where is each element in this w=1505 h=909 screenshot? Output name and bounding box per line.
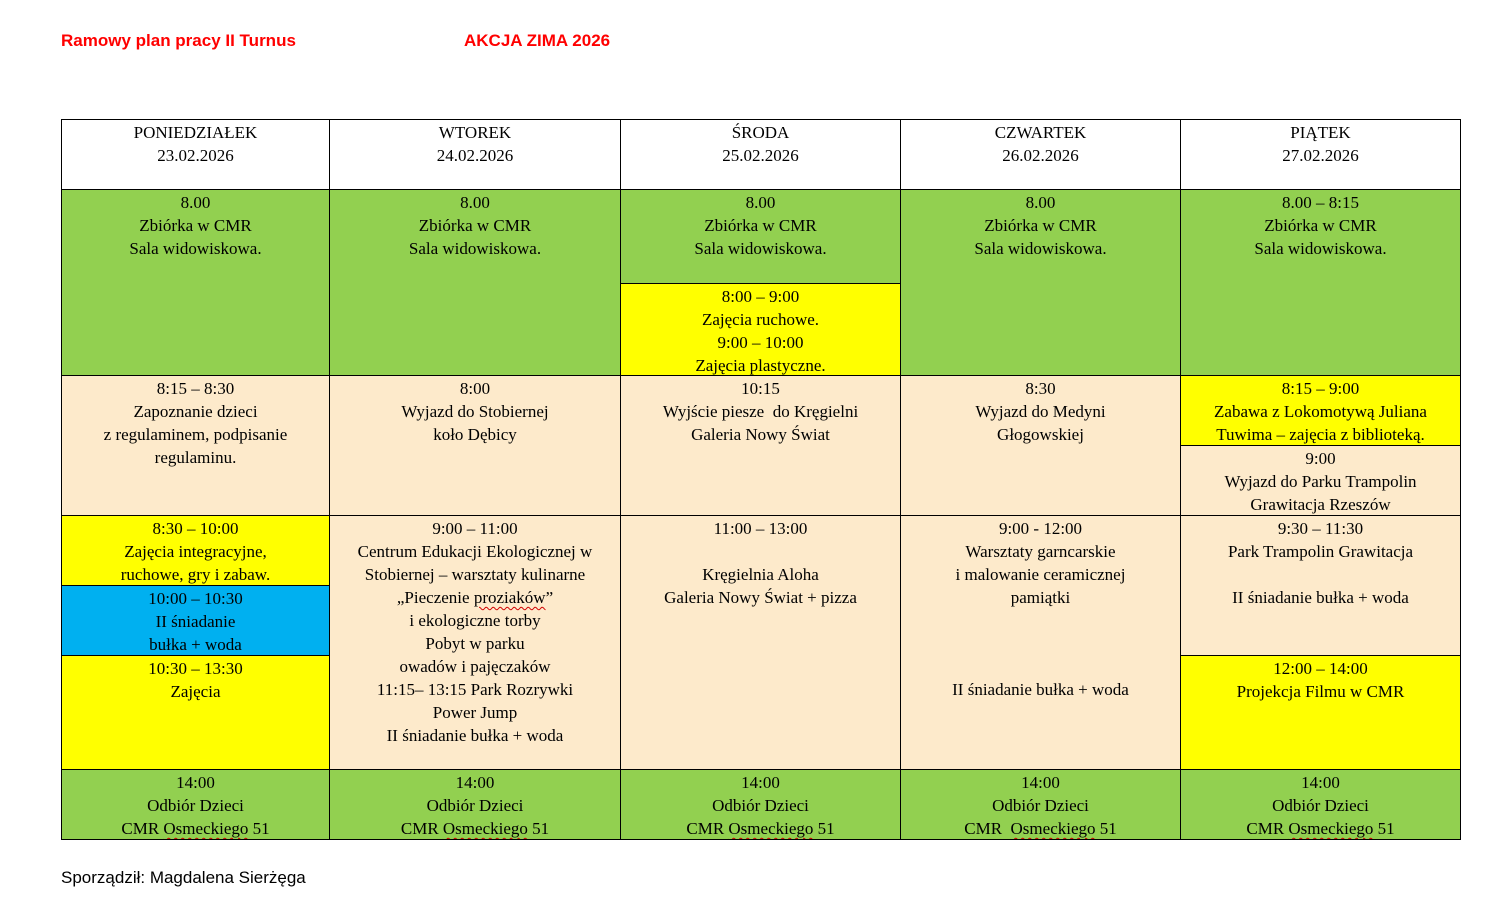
day-date: 24.02.2026 <box>436 146 514 165</box>
slot-text: 11:15– 13:15 Park Rozrywki <box>376 680 574 699</box>
slot-time: 14:00 <box>1021 773 1060 792</box>
slot-text: i malowanie ceramicznej <box>955 565 1126 584</box>
slot-time: 8.00 – 8:15 <box>1282 193 1359 212</box>
slot-text: Odbiór Dzieci <box>712 796 809 815</box>
slot-wed-pickup <box>620 769 901 840</box>
text-part: Osmeckiego <box>163 819 249 838</box>
slot-fri-library <box>1180 375 1461 446</box>
slot-time: 14:00 <box>741 773 780 792</box>
slot-text: Głogowskiej <box>997 425 1084 444</box>
text-part: 51 <box>1099 819 1117 838</box>
slot-wed-activities <box>620 283 901 376</box>
text-part: ” <box>545 588 554 607</box>
pickup-address <box>62 817 329 840</box>
day-date: 26.02.2026 <box>1002 146 1079 165</box>
slot-text: Odbiór Dzieci <box>1272 796 1369 815</box>
slot-time: 9:00 <box>1305 449 1336 468</box>
slot-time: 9:00 - 12:00 <box>998 519 1083 538</box>
slot-text: Kręgielnia Aloha <box>702 565 819 584</box>
slot-text: Zapoznanie dzieci <box>133 402 258 421</box>
slot-text: Zbiórka w CMR <box>704 216 817 235</box>
slot-text: Zbiórka w CMR <box>139 216 252 235</box>
slot-text: II śniadanie <box>155 612 236 631</box>
day-name: CZWARTEK <box>994 123 1087 142</box>
slot-text: Projekcja Filmu w CMR <box>1236 682 1405 701</box>
slot-text: Galeria Nowy Świat <box>691 425 830 444</box>
slot-text: Wyjście piesze do Kręgielni <box>662 402 859 421</box>
slot-time: 12:00 – 14:00 <box>1273 659 1368 678</box>
text-part: CMR <box>400 819 439 838</box>
slot-mon-rules <box>61 375 330 516</box>
slot-fri-pickup <box>1180 769 1461 840</box>
text-part: 51 <box>252 819 270 838</box>
spacer <box>621 540 900 563</box>
slot-text: koło Dębicy <box>433 425 517 444</box>
prepared-by: Sporządził: Magdalena Sierżęga <box>61 868 306 887</box>
slot-text: Sala widowiskowa. <box>974 239 1107 258</box>
text-part: „Pieczenie <box>396 588 474 607</box>
slot-thu-pottery <box>900 515 1181 770</box>
slot-text: ruchowe, gry i zabaw. <box>120 565 271 584</box>
slot-time: 8.00 <box>180 193 211 212</box>
slot-time: 8:15 – 8:30 <box>156 379 235 398</box>
day-date: 27.02.2026 <box>1282 146 1359 165</box>
slot-time: 14:00 <box>176 773 215 792</box>
slot-time: 9:00 – 10:00 <box>717 333 804 352</box>
slot-time: 10:30 – 13:30 <box>148 659 243 678</box>
slot-tue-eco-center <box>329 515 621 770</box>
slot-fri-departure <box>1180 445 1461 516</box>
slot-wed-gathering <box>620 189 901 284</box>
day-name: PIĄTEK <box>1290 123 1351 142</box>
text-part: CMR <box>686 819 725 838</box>
slot-time: 8:15 – 9:00 <box>1281 379 1360 398</box>
slot-text: Odbiór Dzieci <box>992 796 1089 815</box>
plan-title: Ramowy plan pracy II Turnus <box>61 31 296 50</box>
slot-text: Wyjazd do Stobiernej <box>401 402 549 421</box>
slot-time: 8:00 <box>459 379 491 398</box>
slot-mon-integration <box>61 515 330 586</box>
slot-time: 14:00 <box>1301 773 1340 792</box>
day-header-mon <box>61 119 330 190</box>
slot-text: Odbiór Dzieci <box>147 796 244 815</box>
slot-time: 8.00 <box>1025 193 1056 212</box>
day-header-wed <box>620 119 901 190</box>
day-name: ŚRODA <box>731 123 790 142</box>
slot-text: Power Jump <box>432 703 518 722</box>
slot-text: Zbiórka w CMR <box>418 216 532 235</box>
text-part: CMR <box>1246 819 1285 838</box>
slot-tue-departure <box>329 375 621 516</box>
slot-mon-activities <box>61 655 330 770</box>
slot-text: Sala widowiskowa. <box>408 239 542 258</box>
slot-time: 8.00 <box>745 193 776 212</box>
slot-mon-pickup <box>61 769 330 840</box>
slot-text: Zajęcia <box>170 682 221 701</box>
slot-text: Zajęcia ruchowe. <box>701 310 820 329</box>
pickup-address <box>1181 817 1460 840</box>
slot-fri-trampoline <box>1180 515 1461 656</box>
slot-thu-pickup <box>900 769 1181 840</box>
slot-text: Sala widowiskowa. <box>129 239 262 258</box>
slot-tue-pickup <box>329 769 621 840</box>
text-part: Osmeckiego <box>442 819 528 838</box>
slot-text: Wyjazd do Medyni <box>975 402 1106 421</box>
slot-text: Galeria Nowy Świat + pizza <box>664 588 857 607</box>
day-date: 25.02.2026 <box>722 146 799 165</box>
text-part: Osmeckiego <box>728 819 814 838</box>
day-header-tue <box>329 119 621 190</box>
slot-text: Centrum Edukacji Ekologicznej w <box>357 542 593 561</box>
spacer <box>1181 563 1460 586</box>
slot-text: z regulaminem, podpisanie <box>103 425 288 444</box>
text-part: 51 <box>1377 819 1395 838</box>
spacer <box>901 655 1180 678</box>
text-part: CMR <box>121 819 160 838</box>
day-name: WTOREK <box>438 123 512 142</box>
day-header-fri <box>1180 119 1461 190</box>
slot-time: 8:00 – 9:00 <box>721 287 800 306</box>
slot-text: i ekologiczne torby <box>409 611 541 630</box>
text-part: CMR <box>964 819 1003 838</box>
slot-text: Stobiernej – warsztaty kulinarne <box>364 565 586 584</box>
slot-text: II śniadanie bułka + woda <box>1232 588 1409 607</box>
slot-time: 14:00 <box>455 773 495 792</box>
slot-mon-breakfast <box>61 585 330 656</box>
slot-fri-film <box>1180 655 1461 770</box>
slot-text: Tuwima – zajęcia z biblioteką. <box>1216 425 1425 444</box>
slot-mon-gathering <box>61 189 330 376</box>
pickup-address <box>621 817 900 840</box>
slot-text: Pobyt w parku <box>425 634 525 653</box>
day-name: PONIEDZIAŁEK <box>133 123 258 142</box>
slot-text: owadów i pajęczaków <box>399 657 551 676</box>
slot-time: 11:00 – 13:00 <box>713 519 808 538</box>
text-part: proziaków <box>473 588 546 607</box>
text-part: 51 <box>532 819 550 838</box>
slot-wed-bowling <box>620 515 901 770</box>
slot-text: Warsztaty garncarskie <box>965 542 1116 561</box>
slot-text <box>330 586 620 609</box>
slot-time: 10:00 – 10:30 <box>148 589 243 608</box>
slot-text: Sala widowiskowa. <box>694 239 827 258</box>
slot-text: bułka + woda <box>149 635 242 654</box>
event-title: AKCJA ZIMA 2026 <box>464 31 611 50</box>
slot-time: 9:30 – 11:30 <box>1277 519 1364 538</box>
day-date: 23.02.2026 <box>157 146 234 165</box>
slot-thu-gathering <box>900 189 1181 376</box>
day-header-thu <box>900 119 1181 190</box>
slot-text: Zajęcia integracyjne, <box>124 542 267 561</box>
slot-text: Grawitacja Rzeszów <box>1250 495 1391 514</box>
slot-text: pamiątki <box>1010 588 1071 607</box>
text-part: 51 <box>817 819 835 838</box>
slot-time: 8:30 <box>1025 379 1056 398</box>
slot-thu-departure <box>900 375 1181 516</box>
slot-text: II śniadanie bułka + woda <box>386 726 564 745</box>
slot-text: Zbiórka w CMR <box>984 216 1097 235</box>
pickup-address <box>330 817 620 840</box>
slot-time: 8:30 – 10:00 <box>152 519 239 538</box>
slot-time: 8.00 <box>460 193 490 212</box>
slot-fri-gathering <box>1180 189 1461 376</box>
spacer <box>901 632 1180 655</box>
slot-text: Wyjazd do Parku Trampolin <box>1224 472 1417 491</box>
slot-wed-walk <box>620 375 901 516</box>
text-part: Osmeckiego <box>1288 819 1374 838</box>
pickup-address <box>901 817 1180 840</box>
spacer <box>901 609 1180 632</box>
slot-text: II śniadanie bułka + woda <box>952 680 1129 699</box>
slot-tue-gathering <box>329 189 621 376</box>
slot-text: regulaminu. <box>154 448 237 467</box>
text-part: Osmeckiego <box>1010 819 1096 838</box>
slot-text: Park Trampolin Grawitacja <box>1227 542 1414 561</box>
slot-text: Zajęcia plastyczne. <box>695 356 826 375</box>
slot-text: Odbiór Dzieci <box>426 796 524 815</box>
slot-text: Sala widowiskowa. <box>1254 239 1387 258</box>
slot-text: Zbiórka w CMR <box>1264 216 1377 235</box>
slot-time: 10:15 <box>741 379 780 398</box>
slot-text: Zabawa z Lokomotywą Juliana <box>1214 402 1427 421</box>
slot-time: 9:00 – 11:00 <box>432 519 518 538</box>
